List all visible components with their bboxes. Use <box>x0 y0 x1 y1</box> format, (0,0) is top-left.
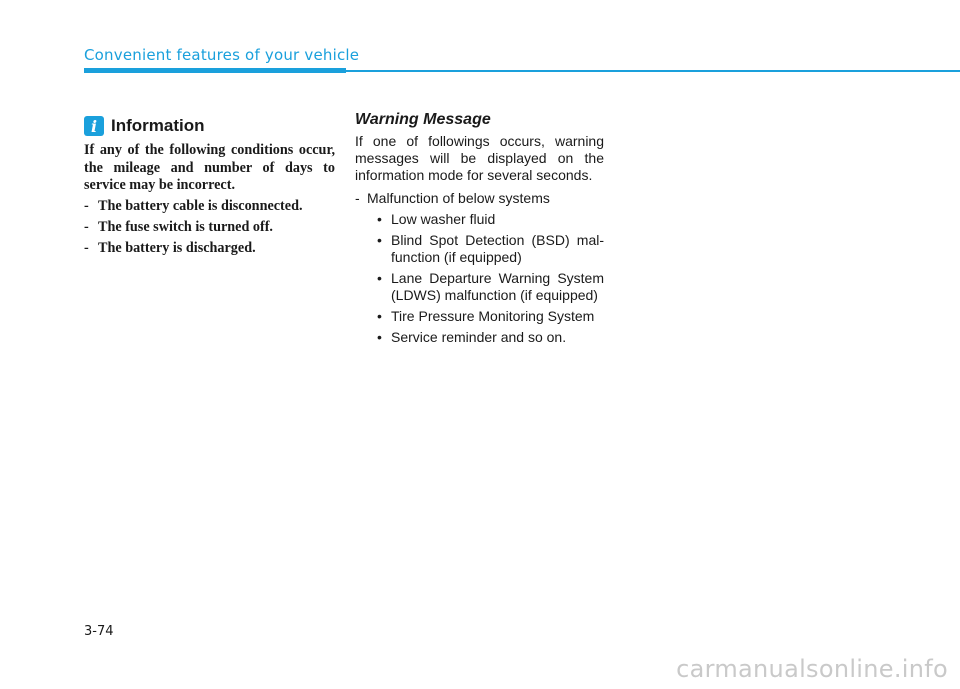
section-header-title: Convenient features of your vehicle <box>84 46 360 64</box>
information-intro: If any of the following conditions occur, the mileage and number of days to service may be incorrect. <box>84 142 335 193</box>
information-title: Information <box>111 116 205 135</box>
systems-heading: - Malfunction of below systems <box>355 190 550 206</box>
header-rule-accent <box>84 68 346 73</box>
warning-title: Warning Message <box>355 111 491 128</box>
list-item: • Low washer fluid <box>377 211 496 227</box>
list-item: - The fuse switch is turned off. <box>84 219 273 235</box>
warning-message-section <box>355 110 604 346</box>
warning-paragraph: If one of followings occurs, warning messages will be displayed on the information mode for several seconds. <box>355 133 604 183</box>
list-item: • Service reminder and so on. <box>377 329 567 345</box>
information-heading <box>84 114 335 138</box>
watermark: carmanualsonline.info <box>676 655 948 683</box>
list-item: • Lane Departure Warning System (LDWS) malfunction (if equipped) <box>377 270 604 303</box>
list-item: • Tire Pressure Monitoring System <box>377 308 595 324</box>
list-item: - The battery is discharged. <box>84 240 256 256</box>
info-icon: i <box>84 116 104 136</box>
list-item: • Blind Spot Detection (BSD) mal- function (if equipped) <box>377 232 604 265</box>
information-box <box>84 114 335 258</box>
header-rule-line <box>346 70 960 72</box>
systems-list <box>355 211 604 346</box>
list-item: - The battery cable is disconnected. <box>84 198 303 214</box>
page-number: 3-74 <box>84 624 114 639</box>
information-list <box>84 198 335 258</box>
